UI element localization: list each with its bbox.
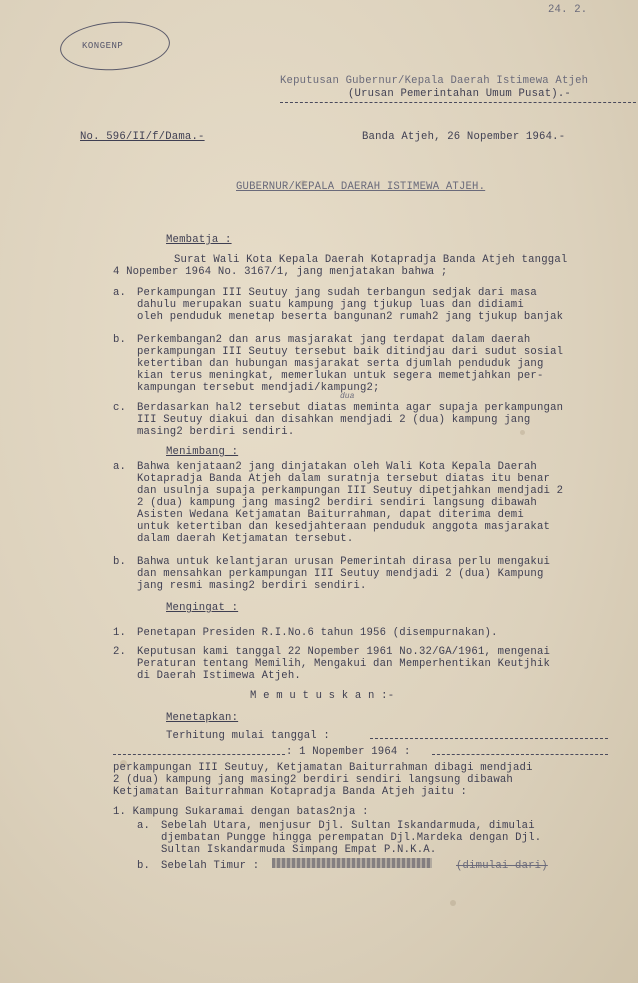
struck-out-text (272, 858, 432, 868)
list-marker: a. (113, 287, 127, 299)
list-item-line: dalam daerah Ketjamatan tersebut. (137, 533, 354, 545)
list-item-line: Sebelah Utara, menjusur Djl. Sultan Iskandarmuda, dimulai (161, 820, 535, 832)
mengingat-heading: Mengingat : (166, 602, 239, 614)
document-number: No. 596/II/f/Dama.- (80, 131, 205, 143)
kampung-item: 1. Kampung Sukaramai dengan batas2nja : (113, 806, 369, 818)
list-item-line: Bahwa kenjataan2 jang dinjatakan oleh Wali Kota Kepala Daerah (137, 461, 537, 473)
memutuskan-heading: M e m u t u s k a n :- (250, 690, 395, 702)
stamp-text: KONGENP (82, 41, 124, 51)
list-marker: a. (113, 461, 127, 473)
struck-out-word: (dimulai dari) (456, 860, 548, 872)
body-line: 2 (dua) kampung jang masing2 berdiri sendiri langsung dibawah (113, 774, 513, 786)
list-item-line: kian terus meningkat, memerlukan untuk segera memetjahkan per- (137, 370, 544, 382)
list-item-line: Sebelah Timur : (161, 860, 260, 872)
list-marker: a. (137, 820, 151, 832)
list-item-line: Perkembangan2 dan arus masjarakat jang terdapat dalam daerah (137, 334, 531, 346)
list-item-line: Kotapradja Banda Atjeh dalam suratnja tersebut diatas itu benar (137, 473, 551, 485)
authority-heading: GUBERNUR/KEPALA DAERAH ISTIMEWA ATJEH. (236, 181, 486, 193)
list-item-line: ketertiban dan hubungan masjarakat serta djumlah penduduk jang (137, 358, 544, 370)
menimbang-heading: Menimbang : (166, 446, 239, 458)
title-rule (280, 102, 636, 103)
place-date: Banda Atjeh, 26 Nopember 1964.- (362, 131, 566, 143)
list-item-line: djembatan Pungge hingga perempatan Djl.Mardeka dengan Djl. (161, 832, 542, 844)
effective-date: : 1 Nopember 1964 : (286, 746, 411, 758)
decree-title-line2: (Urusan Pemerintahan Umum Pusat).- (348, 88, 571, 100)
list-marker: 1. (113, 627, 127, 639)
list-marker: b. (137, 860, 151, 872)
list-item-line: untuk ketertiban dan kesedjahteraan penduduk anggota masjarakat (137, 521, 551, 533)
date-rule (432, 754, 608, 755)
list-marker: b. (113, 334, 127, 346)
list-marker: c. (113, 402, 127, 414)
list-item-line: Perkampungan III Seutuy jang sudah terbangun sedjak dari masa (137, 287, 537, 299)
list-item-line: perkampungan III Seutuy tersebut baik ditindjau dari sudut sosial (137, 346, 564, 358)
list-item-line: dan mensahkan perkampungan III Seutuy mendjadi 2 (dua) Kampung (137, 568, 544, 580)
list-marker: b. (113, 556, 127, 568)
list-item-line: Bahwa untuk kelantjaran urusan Pemerintah dirasa perlu mengakui (137, 556, 551, 568)
membatja-heading: Membatja : (166, 234, 232, 246)
list-item-line: Asisten Wedana Ketjamatan Baiturrahman, dapat diterima demi (137, 509, 524, 521)
menetapkan-heading: Menetapkan: (166, 712, 239, 724)
handwritten-annotation: dua (340, 392, 355, 401)
date-rule (370, 738, 608, 739)
list-item-line: di Daerah Istimewa Atjeh. (137, 670, 301, 682)
corner-number: 24. 2. (548, 4, 588, 16)
list-item-line: dahulu merupakan suatu kampung jang tjukup luas dan didiami (137, 299, 524, 311)
list-item-line: oleh penduduk menetap beserta bangunan2 rumah2 jang tjukup banjak (137, 311, 564, 323)
list-item-line: Keputusan kami tanggal 22 Nopember 1961 No.32/GA/1961, mengenai (137, 646, 551, 658)
membatja-intro-line: Surat Wali Kota Kepala Daerah Kotapradja Banda Atjeh tanggal (174, 254, 568, 266)
list-item-line: Sultan Iskandarmuda Simpang Empat P.N.K.A. (161, 844, 437, 856)
list-item-line: jang resmi masing2 berdiri sendiri. (137, 580, 367, 592)
list-item-line: III Seutuy diakui dan disahkan mendjadi 2 (dua) kampung jang (137, 414, 531, 426)
decree-title-line1: Keputusan Gubernur/Kepala Daerah Istimewa Atjeh (280, 75, 589, 87)
list-item-line: masing2 berdiri sendiri. (137, 426, 295, 438)
list-marker: 2. (113, 646, 127, 658)
list-item-line: kampungan tersebut mendjadi/kampung2; (137, 382, 380, 394)
list-item-line: Berdasarkan hal2 tersebut diatas meminta agar supaja perkampungan (137, 402, 564, 414)
body-line: perkampungan III Seutuy, Ketjamatan Baiturrahman dibagi mendjadi (113, 762, 533, 774)
list-item-line: Penetapan Presiden R.I.No.6 tahun 1956 (disempurnakan). (137, 627, 498, 639)
list-item-line: Peraturan tentang Memilih, Mengakui dan Memperhentikan Keutjhik (137, 658, 551, 670)
date-rule (113, 754, 285, 755)
list-item-line: dan usulnja supaja perkampungan III Seutuy dipetjahkan mendjadi 2 (137, 485, 564, 497)
effective-date-label: Terhitung mulai tanggal : (166, 730, 330, 742)
list-item-line: 2 (dua) kampung jang masing2 berdiri sendiri langsung dibawah (137, 497, 537, 509)
body-line: Ketjamatan Baiturrahman Kotapradja Banda Atjeh jaitu : (113, 786, 468, 798)
membatja-intro-line: 4 Nopember 1964 No. 3167/1, jang menjatakan bahwa ; (113, 266, 448, 278)
